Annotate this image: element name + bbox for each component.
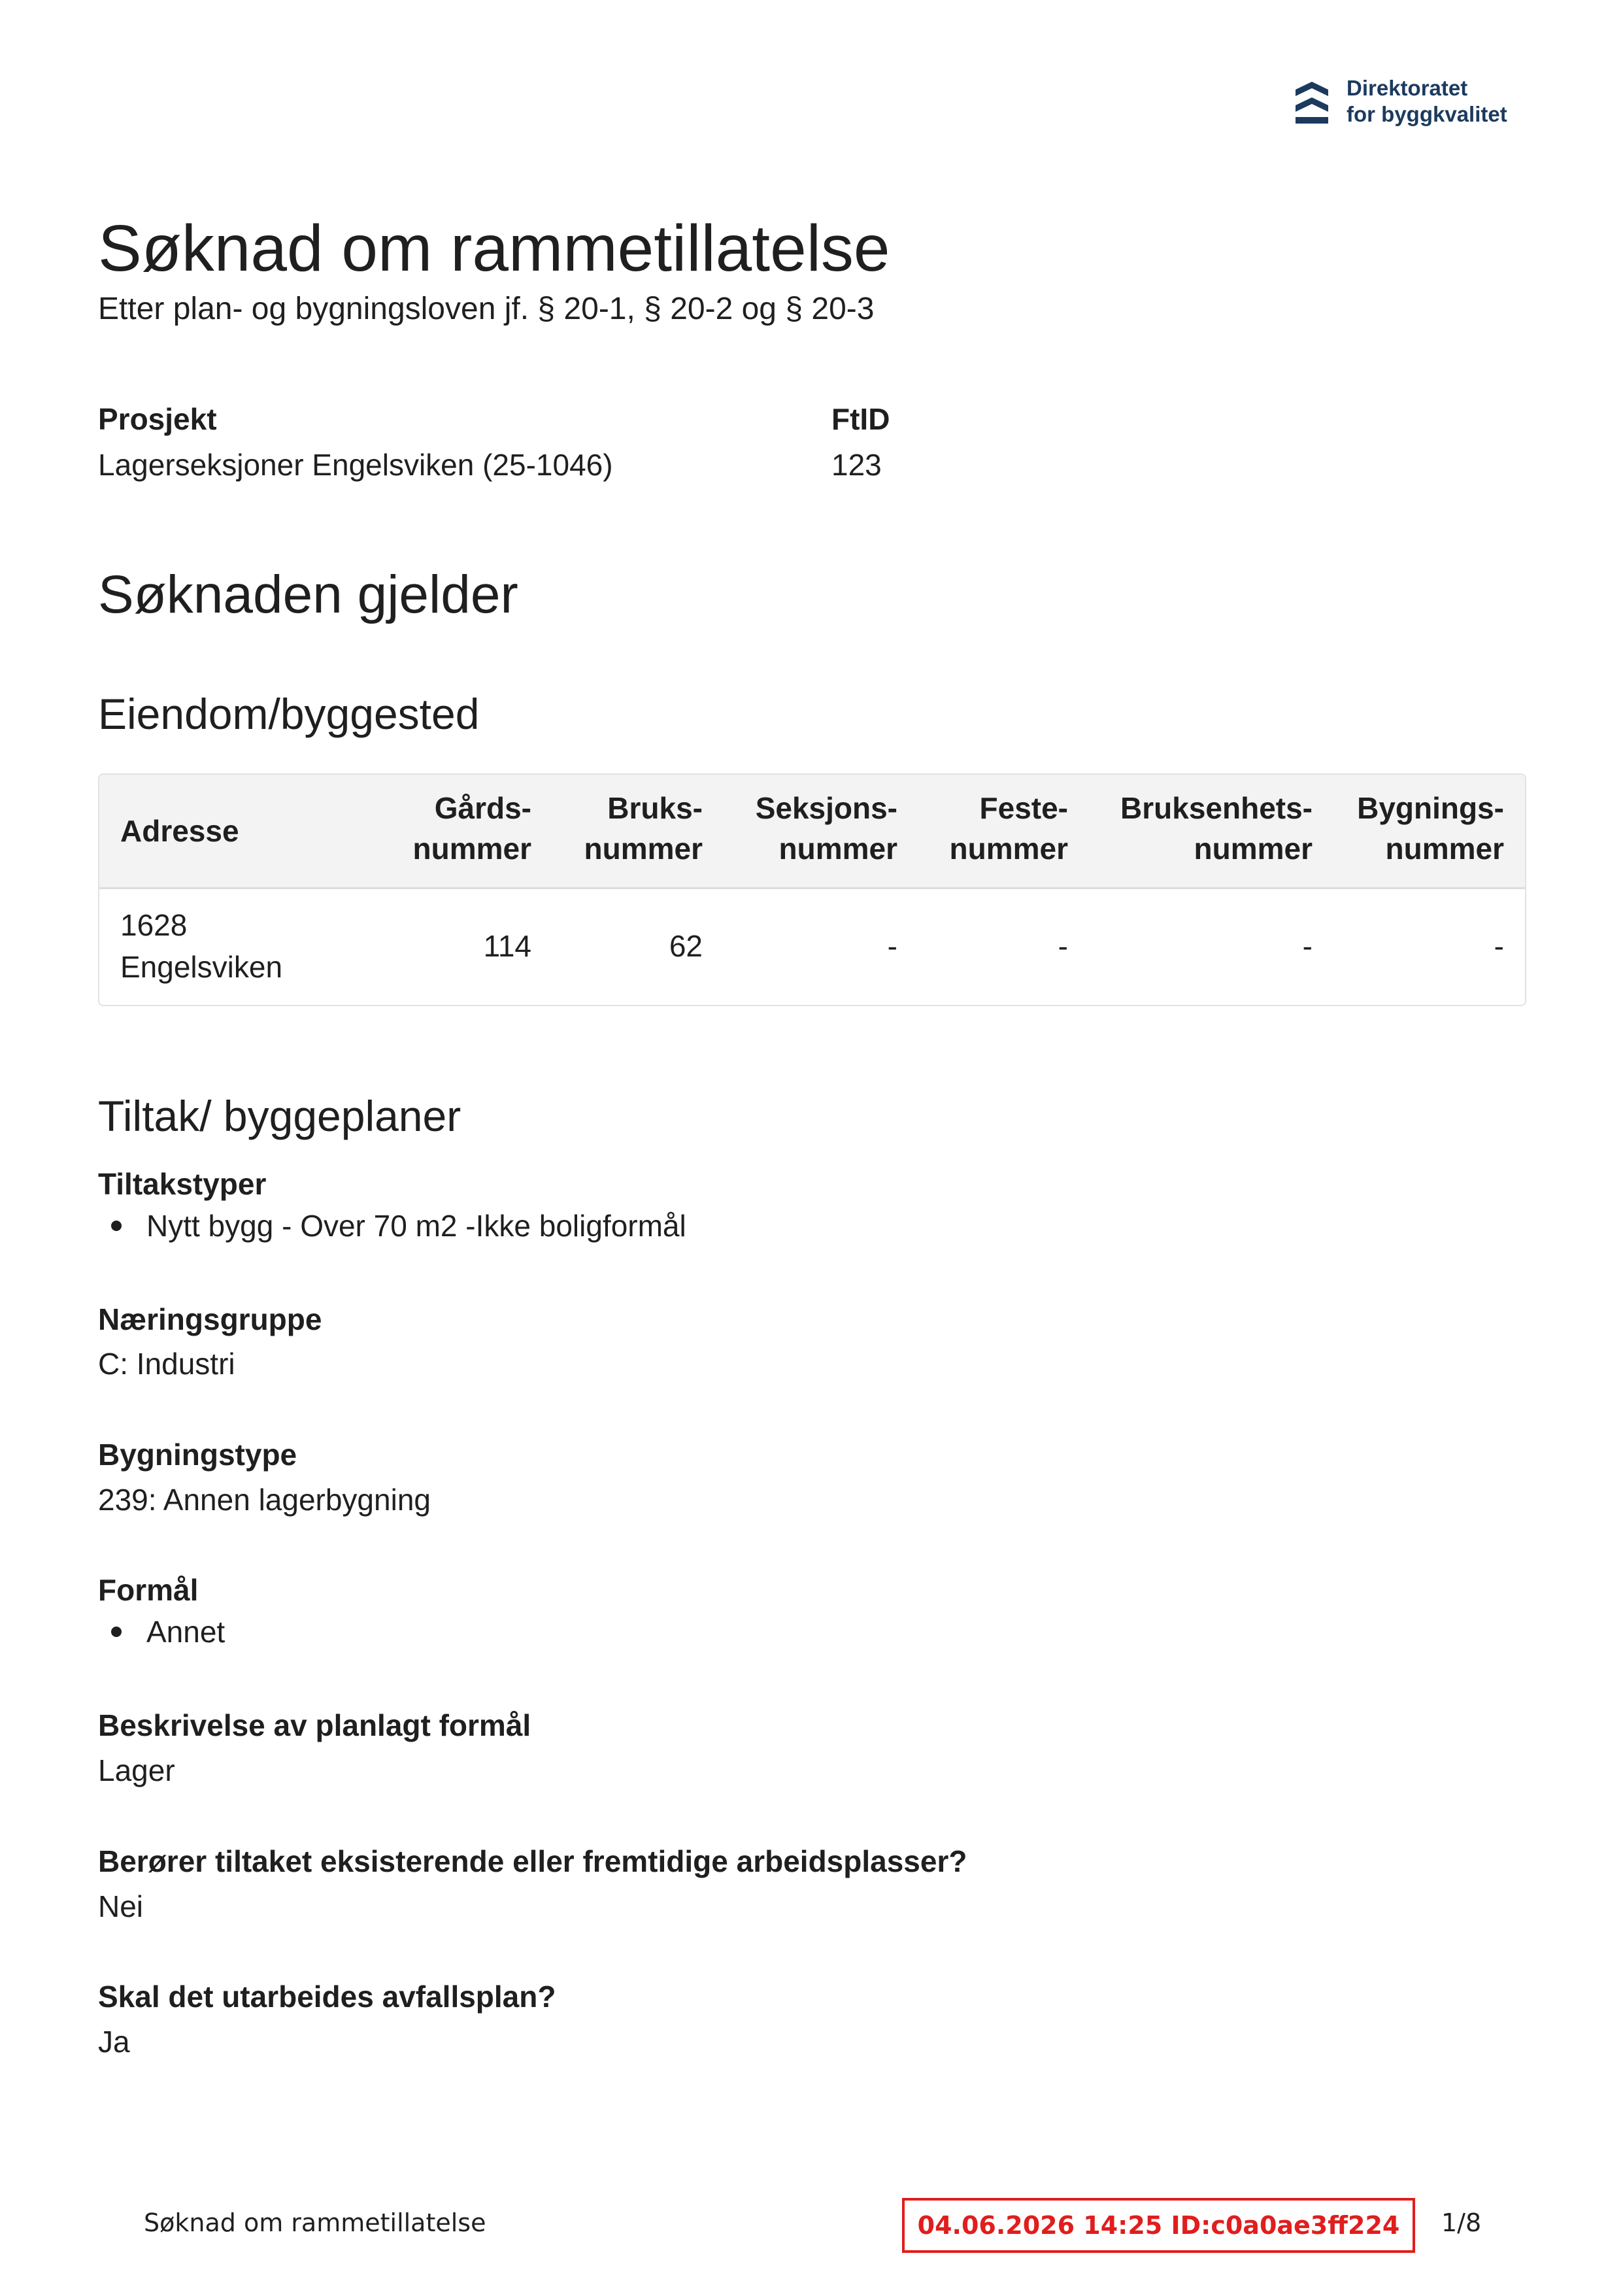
page-subtitle: Etter plan- og bygningsloven jf. § 20-1, § 20-2 og § 20-3 — [98, 292, 875, 326]
project-label: Prosjekt — [98, 402, 217, 436]
cell-adresse: 1628 Engelsviken — [120, 908, 283, 984]
ftid-label: FtID — [831, 402, 890, 436]
page-title: Søknad om rammetillatelse — [98, 212, 890, 285]
property-table — [98, 773, 1526, 1006]
col-festenummer: Feste- nummer — [949, 791, 1068, 866]
bullet-icon — [111, 1221, 122, 1231]
property-heading: Eiendom/byggested — [98, 690, 480, 738]
cell-bygningsnummer: - — [1494, 929, 1504, 963]
section-heading: Søknaden gjelder — [98, 565, 518, 624]
avfallsplan-value: Ja — [98, 2025, 130, 2059]
timestamp-stamp: 04.06.2026 14:25 ID:c0a0ae3ff224 — [902, 2198, 1415, 2253]
col-seksjonsnummer: Seksjons- nummer — [755, 791, 897, 866]
dibk-logo-icon — [1293, 79, 1331, 126]
table-header — [99, 775, 1525, 889]
col-bruksnummer: Bruks- nummer — [584, 791, 703, 866]
bullet-icon — [111, 1627, 122, 1637]
beskrivelse-label: Beskrivelse av planlagt formål — [98, 1708, 531, 1742]
cell-bruksnummer: 62 — [669, 929, 703, 963]
cell-bruksenhetsnummer: - — [1302, 929, 1313, 963]
logo-wordmark — [1347, 75, 1507, 127]
bygningstype-value: 239: Annen lagerbygning — [98, 1483, 431, 1517]
formaal-value: Annet — [146, 1615, 226, 1649]
bygningstype-label: Bygningstype — [98, 1438, 297, 1472]
ftid-value: 123 — [831, 448, 882, 482]
tiltakstyper-label: Tiltakstyper — [98, 1167, 267, 1201]
col-gaardsnummer: Gårds- nummer — [412, 791, 531, 866]
cell-festenummer: - — [1058, 929, 1068, 963]
footer-doc-title: Søknad om rammetillatelse — [144, 2208, 486, 2237]
formaal-label: Formål — [98, 1573, 199, 1607]
logo-line-2: for byggkvalitet — [1347, 102, 1507, 126]
arbeidsplasser-value: Nei — [98, 1889, 144, 1923]
tiltak-heading: Tiltak/ byggeplaner — [98, 1092, 461, 1140]
naeringsgruppe-label: Næringsgruppe — [98, 1302, 322, 1336]
avfallsplan-label: Skal det utarbeides avfallsplan? — [98, 1980, 556, 2014]
tiltakstype-value: Nytt bygg - Over 70 m2 -Ikke boligformål — [146, 1209, 686, 1243]
logo-line-1: Direktoratet — [1347, 76, 1468, 100]
naeringsgruppe-value: C: Industri — [98, 1347, 235, 1381]
cell-gaardsnummer: 114 — [483, 929, 531, 963]
beskrivelse-value: Lager — [98, 1753, 175, 1787]
project-value: Lagerseksjoner Engelsviken (25-1046) — [98, 448, 613, 482]
col-adresse: Adresse — [120, 814, 239, 848]
arbeidsplasser-label: Berører tiltaket eksisterende eller fremtidige arbeidsplasser? — [98, 1844, 967, 1878]
col-bygningsnummer: Bygnings- nummer — [1357, 791, 1504, 866]
page-number: 1/8 — [1441, 2208, 1482, 2237]
logo — [1293, 75, 1528, 130]
cell-seksjonsnummer: - — [887, 929, 897, 963]
col-bruksenhetsnummer: Bruksenhets- nummer — [1120, 791, 1313, 866]
